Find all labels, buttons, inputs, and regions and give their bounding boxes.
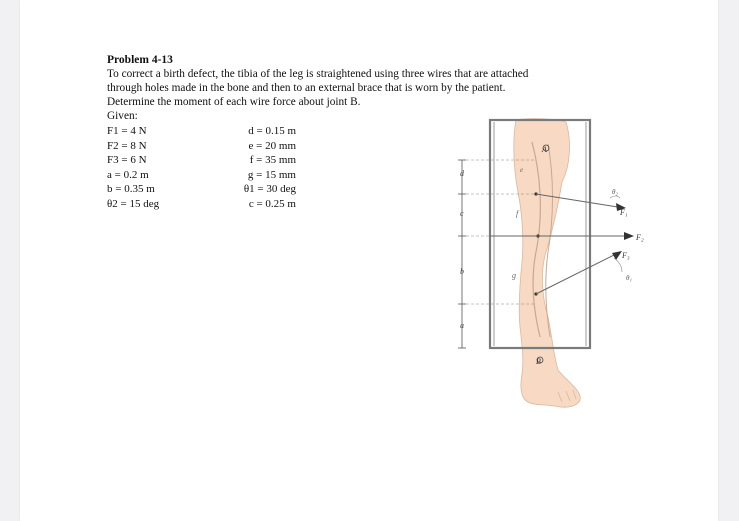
given-values-left [107,124,159,211]
label-B: B [536,357,541,366]
statement-line-3: Determine the moment of each wire force about joint B. [107,96,361,108]
given-c: c = 0.25 m [248,197,296,210]
statement-line-1: To correct a birth defect, the tibia of the leg is straightened using three wires that are attached [107,68,529,80]
label-e: e [520,166,524,174]
label-F3: F₃ [622,251,630,260]
statement-line-2: through holes made in the bone and then to an external brace that is worn by the patient. [107,82,506,94]
given-e: e = 20 mm [248,139,296,152]
given-f: f = 35 mm [249,154,296,166]
given-a: a = 0.2 m [107,168,149,181]
given-theta2: θ2 = 15 deg [107,197,160,210]
arrow-F3 [612,251,622,260]
wire-F3 [536,252,620,294]
label-f: f [516,209,519,218]
leg-brace-figure [436,112,656,412]
given-f3: F3 = 6 N [107,154,147,166]
given-theta1: θ1 = 30 deg [243,183,296,195]
angle-arc-theta2 [610,196,620,198]
given-d: d = 0.15 m [248,125,296,137]
angle-arc-theta1 [614,258,622,272]
arrow-F2 [624,232,634,240]
label-c: c [460,209,464,218]
label-theta1: θ₁ [626,274,632,282]
label-F1: F₁ [620,208,628,217]
given-b: b = 0.35 m [107,183,155,195]
problem-statement [107,67,587,109]
given-label: Given: [107,110,138,122]
given-f1: F1 = 4 N [107,125,147,137]
problem-title: Problem 4-13 [107,54,173,66]
label-b: b [460,267,464,276]
label-g: g [512,271,516,280]
label-a: a [460,321,464,330]
given-g: g = 15 mm [247,168,296,181]
label-A: A [542,145,547,154]
given-f2: F2 = 8 N [107,139,147,152]
label-theta2: θ₂ [612,188,618,196]
label-F2: F₂ [636,233,644,242]
given-values-right [228,124,296,211]
label-d: d [460,169,464,178]
